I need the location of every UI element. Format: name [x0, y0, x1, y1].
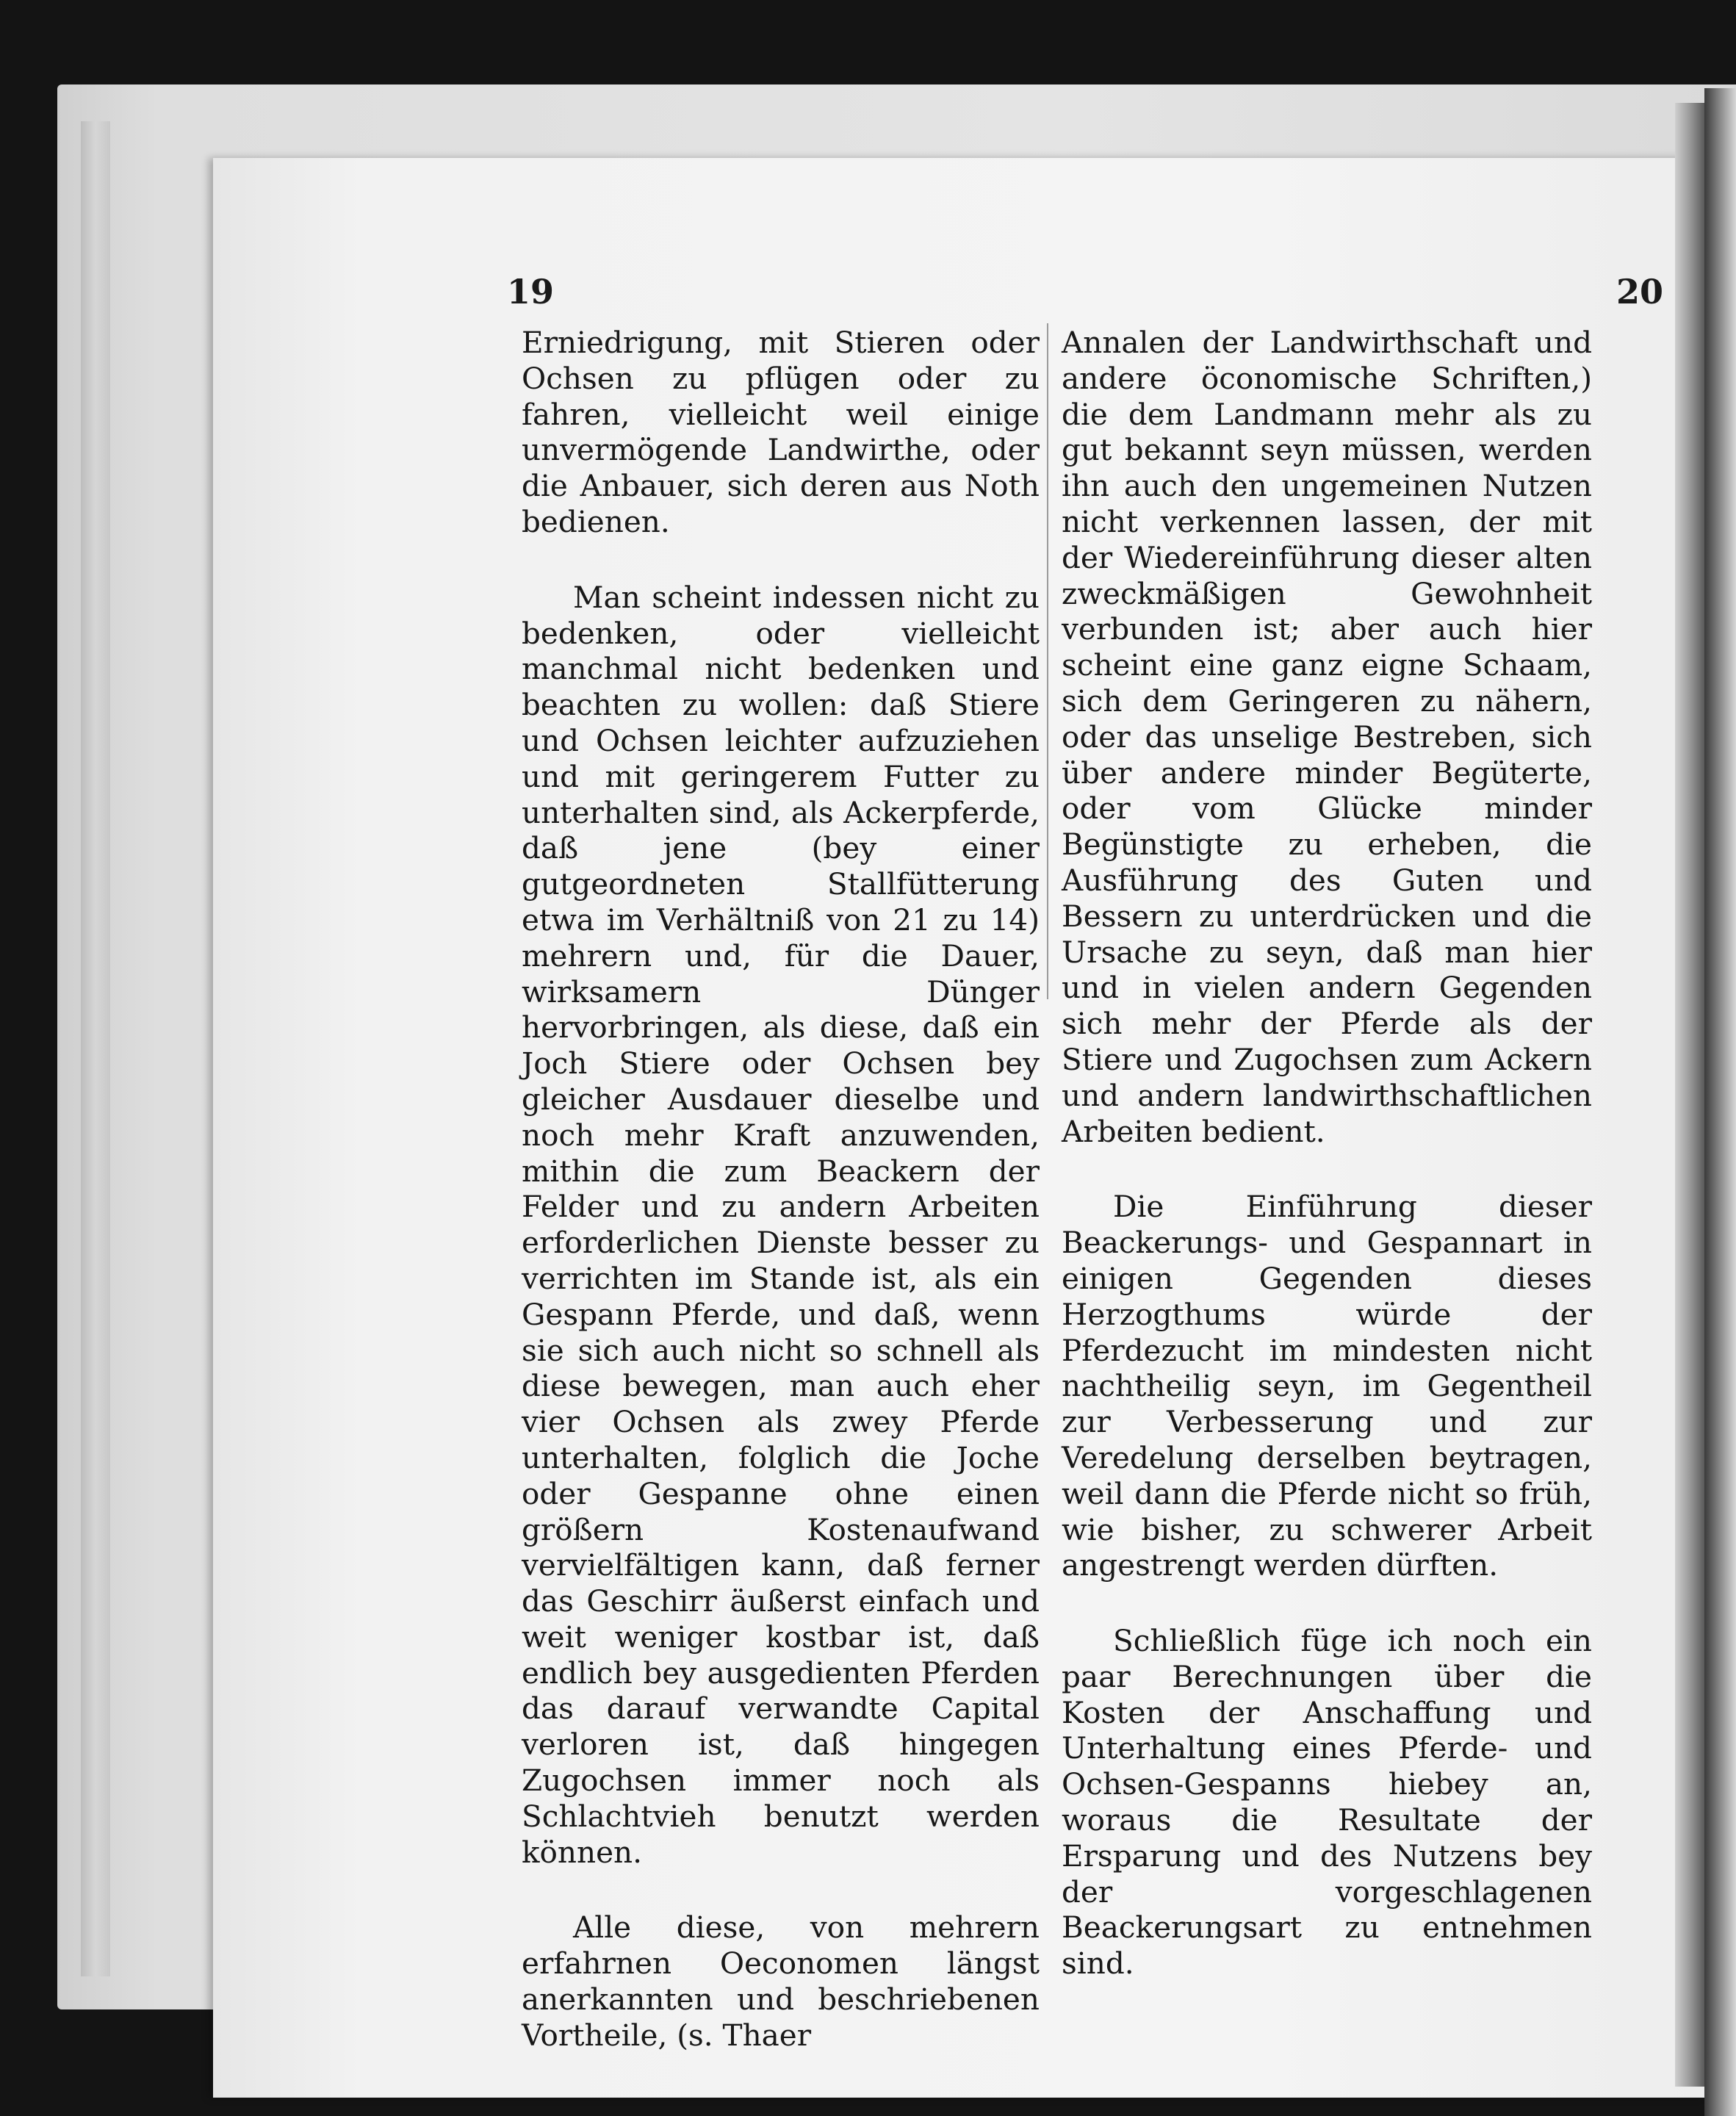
paragraph: Alle diese, von mehrern erfahrnen Oeconomen längst anerkannten und beschriebenen Vortheile, (s. Thaer — [522, 1910, 1040, 2053]
paragraph: Annalen der Landwirthschaft und andere öconomische Schriften,) die dem Landmann mehr als zu gut bekannt seyn müssen, werden ihn auch den ungemeinen Nutzen nicht verkennen lassen, der mit der Wiedereinführung dieser alten zweckmäßigen Gewohnheit verbunden ist; aber auch hier scheint eine ganz eigne Schaam, sich dem Geringeren zu nähern, oder das unselige Bestreben, sich über andere minder Begüterte, oder vom Glücke minder Begünstigte zu erheben, die Ausführung des Guten und Bessern zu unterdrücken und die Ursache zu seyn, daß man hier und in vielen andern Gegenden sich mehr der Pferde als der Stiere und Zugochsen zum Ackern und andern landwirthschaftlichen Arbeiten bedient. — [1062, 325, 1592, 1149]
page-number-right: 20 — [1616, 272, 1664, 312]
paragraph: Die Einführung dieser Beackerungs- und Gespannart in einigen Gegenden dieses Herzogthums würde der Pferdezucht im mindesten nicht nachtheilig seyn, im Gegentheil zur Verbesserung und zur Veredelung derselben beytragen, weil dann die Pferde nicht so früh, wie bisher, zu schwerer Arbeit angestrengt werden dürften. — [1062, 1189, 1592, 1583]
book-right-edge — [1704, 88, 1736, 2116]
page-stack-edge — [81, 121, 110, 1976]
paragraph: Schließlich füge ich noch ein paar Berechnungen über die Kosten der Anschaffung und Unterhaltung eines Pferde- und Ochsen-Gespanns hiebey an, woraus die Resultate der Ersparung und des Nutzens bey der vorgeschlagenen Beackerungsart zu entnehmen sind. — [1062, 1623, 1592, 1982]
page-number-left: 19 — [507, 272, 555, 312]
right-text-column — [1062, 325, 1592, 1982]
paragraph: Erniedrigung, mit Stieren oder Ochsen zu pflügen oder zu fahren, vielleicht weil einige unvermögende Landwirthe, oder die Anbauer, sich deren aus Noth bedienen. — [522, 325, 1040, 539]
paragraph: Man scheint indessen nicht zu bedenken, oder vielleicht manchmal nicht bedenken und beachten zu wollen: daß Stiere und Ochsen leichter aufzuziehen und mit geringerem Futter zu unterhalten sind, als Ackerpferde, daß jene (bey einer gutgeordneten Stallfütterung etwa im Verhältniß von 21 zu 14) mehrern und, für die Dauer, wirksamern Dünger hervorbringen, als diese, daß ein Joch Stiere oder Ochsen bey gleicher Ausdauer dieselbe und noch mehr Kraft anzuwenden, mithin die zum Beackern der Felder und zu andern Arbeiten erforderlichen Dienste besser zu verrichten im Stande ist, als ein Gespann Pferde, und daß, wenn sie sich auch nicht so schnell als diese bewegen, man auch eher vier Ochsen als zwey Pferde unterhalten, folglich die Joche oder Gespanne ohne einen größern Kostenaufwand vervielfältigen kann, daß ferner das Geschirr äußerst einfach und weit weniger kostbar ist, daß endlich bey ausgedienten Pferden das darauf verwandte Capital verloren ist, daß hingegen Zugochsen immer noch als Schlachtvieh benutzt werden können. — [522, 579, 1040, 1870]
left-text-column — [522, 325, 1040, 2054]
column-divider — [1047, 323, 1048, 999]
book-gutter-shadow — [1675, 103, 1704, 2087]
